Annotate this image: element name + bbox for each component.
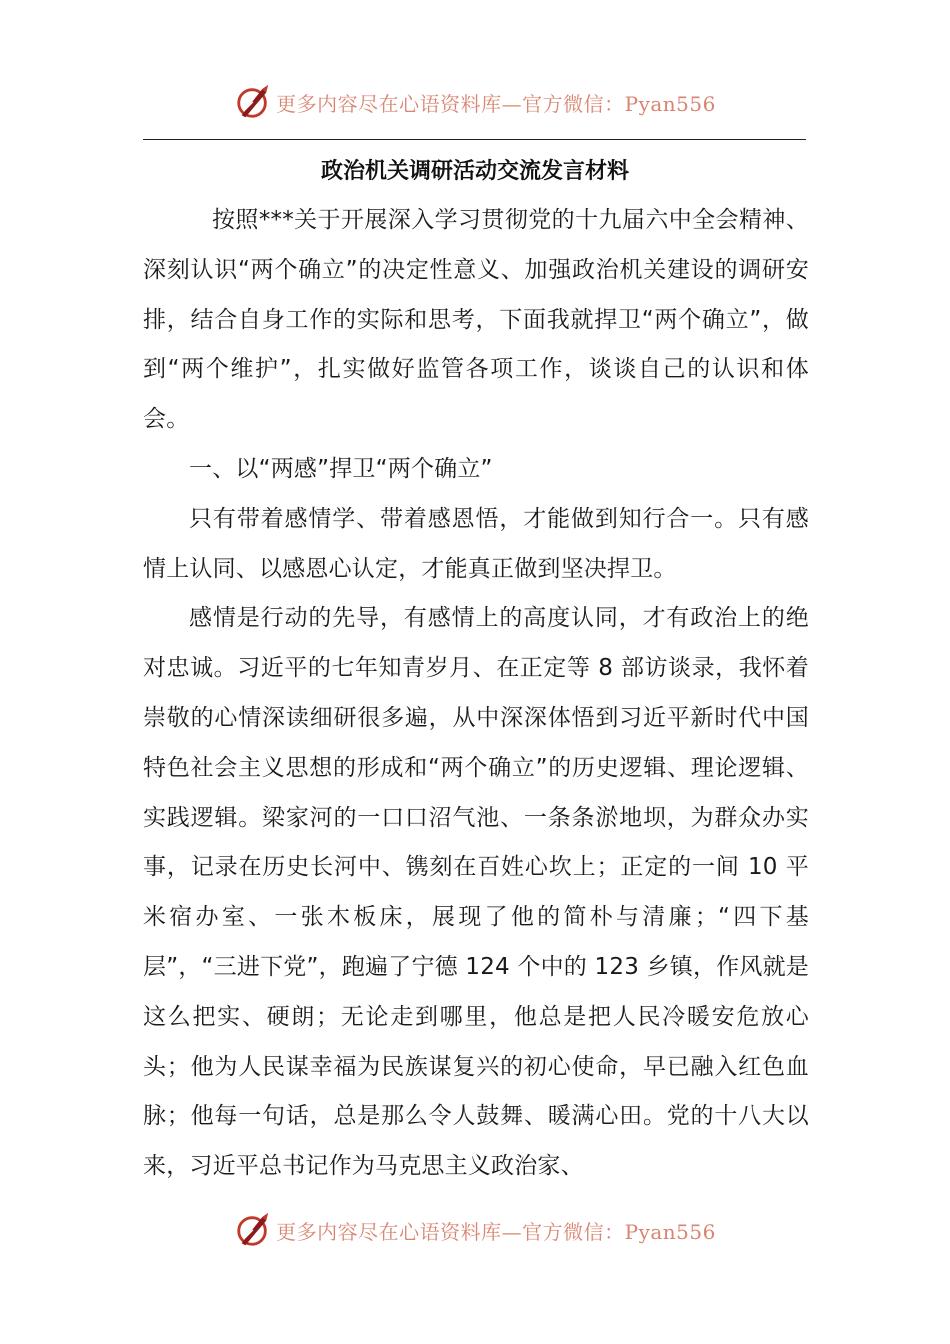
document-body bbox=[143, 196, 809, 1192]
paragraph-2: 只有带着感情学、带着感恩悟，才能做到知行合一。只有感情上认同、以感恩心认定，才能真正做到坚决捍卫。 bbox=[143, 505, 809, 582]
header-divider bbox=[143, 139, 806, 140]
paragraph-3: 感情是行动的先导，有感情上的高度认同，才有政治上的绝对忠诚。习近平的七年知青岁月、在正定等 8 部访谈录，我怀着崇敬的心情深读细研很多遍，从中深深体悟到习近平新时代中国特色社会主义思想的形成和“两个确立”的历史逻辑、理论逻辑、实践逻辑。梁家河的一口口沼气池、一条条淤地坝，为群众办实事，记录在历史长河中、镌刻在百姓心坎上；正定的一间 10 平米宿办室、一张木板床，展现了他的简朴与清廉；“四下基层”，“三进下党”，跑遍了宁德 124 个中的 123 乡镇，作风就是这么把实、硬朗；无论走到哪里，他总是把人民冷暖安危放心头；他为人民谋幸福为民族谋复兴的初心使命，早已融入红色血脉；他每一句话，总是那么令人鼓舞、暖满心田。党的十八大以来，习近平总书记作为马克思主义政治家、 bbox=[143, 605, 809, 1180]
quill-pen-logo-icon bbox=[234, 1211, 272, 1249]
paragraph-intro: 按照***关于开展深入学习贯彻党的十九届六中全会精神、深刻认识“两个确立”的决定性意义、加强政治机关建设的调研安排，结合自身工作的实际和思考，下面我就捍卫“两个确立”，做到“两个维护”，扎实做好监管各项工作，谈谈自己的认识和体会。 bbox=[143, 207, 809, 433]
header-banner bbox=[0, 82, 950, 122]
footer-banner-text: 更多内容尽在心语资料库—官方微信：Pyan556 bbox=[276, 1219, 716, 1244]
quill-pen-logo-icon bbox=[234, 83, 272, 121]
header-banner-text: 更多内容尽在心语资料库—官方微信：Pyan556 bbox=[276, 91, 716, 116]
document-title: 政治机关调研活动交流发言材料 bbox=[320, 159, 629, 184]
footer-banner bbox=[0, 1210, 950, 1250]
section-heading-1: 一、以“两感”捍卫“两个确立” bbox=[189, 455, 493, 482]
